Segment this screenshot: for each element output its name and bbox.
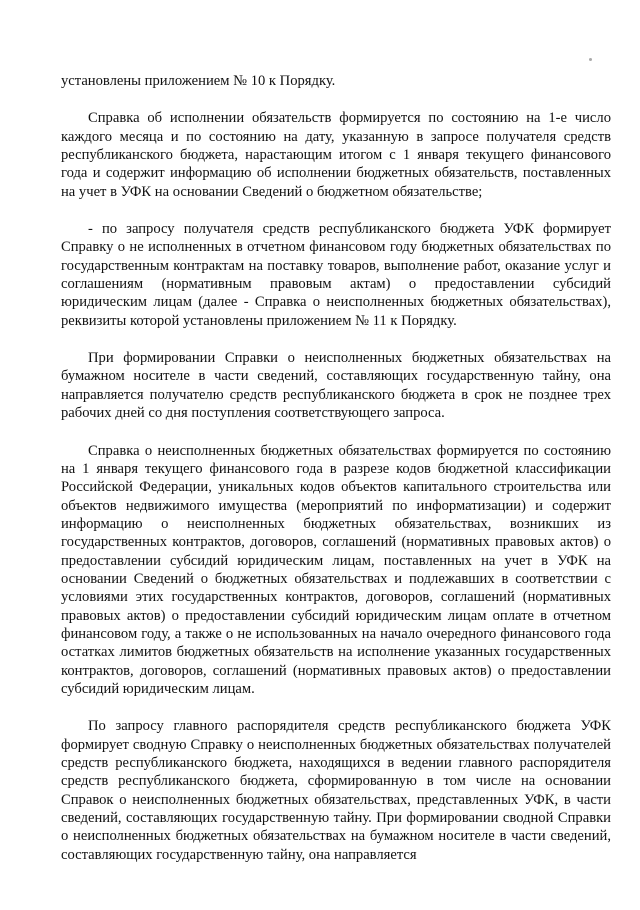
paragraph-unfulfilled-report-request: - по запросу получателя средств республиканского бюджета УФК формирует Справку о не исполненных в отчетном финансовом году бюджетных обязательствах по государственным контрактам на поставку товаров, выполнение работ, оказание услуг и соглашениям (нормативным правовым актам) о предоставлении субсидий юридическим лицам (далее - Справка о неисполненных бюджетных обязательствах), реквизиты которой установлены приложением № 11 к Порядку. <box>61 221 611 329</box>
paragraph-continuation: установлены приложением № 10 к Порядку. <box>61 73 336 89</box>
paragraph-paper-state-secret: При формировании Справки о неисполненных бюджетных обязательствах на бумажном носителе в части сведений, составляющих государственную тайну, она направляется получателю средств республиканского бюджета в срок не позднее трех рабочих дней со дня поступления соответствующего запроса. <box>61 350 611 422</box>
paragraph-execution-report: Справка об исполнении обязательств формируется по состоянию на 1-е число каждого месяца и по состоянию на дату, указанную в запросе получателя средств республиканского бюджета, нарастающим итогом с 1 января текущего финансового года и содержит информацию об исполнении бюджетных обязательств, поставленных на учет в УФК на основании Сведений о бюджетном обязательстве; <box>61 110 611 200</box>
scan-speck <box>589 58 592 61</box>
paragraph-consolidated-report: По запросу главного распорядителя средств республиканского бюджета УФК формирует сводную Справку о неисполненных бюджетных обязательствах получателей средств республиканского бюджета, находящихся в ведении главного распорядителя средств республиканского бюджета, сформированную в том числе на основании Справок о неисполненных бюджетных обязательствах, представленных УФК, в части сведений, составляющих государственную тайну. При формировании сводной Справки о неисполненных бюджетных обязательствах на бумажном носителе в части сведений, составляющих государственную тайну, она направляется <box>61 718 611 863</box>
paragraph-report-contents: Справка о неисполненных бюджетных обязательствах формируется по состоянию на 1 января текущего финансового года в разрезе кодов бюджетной классификации Российской Федерации, уникальных кодов объектов капитального строительства или объектов недвижимого имущества (мероприятий по информатизации) и содержит информацию о неисполненных бюджетных обязательствах, возникших из государственных контрактов, договоров, соглашений (нормативных правовых актов) о предоставлении субсидий юридическим лицам, поставленных на учет в УФК на основании Сведений о бюджетных обязательствах и подлежавших в соответствии с условиями этих государственных контрактов, договоров, соглашений (нормативных правовых актов) о предоставлении субсидий юридическим лицам оплате в отчетном финансовом году, а также о не использованных на начало очередного финансового года остатках лимитов бюджетных обязательств на исполнение указанных государственных контрактов, договоров, соглашений (нормативных правовых актов) о предоставлении субсидий юридическим лицам. <box>61 442 611 697</box>
